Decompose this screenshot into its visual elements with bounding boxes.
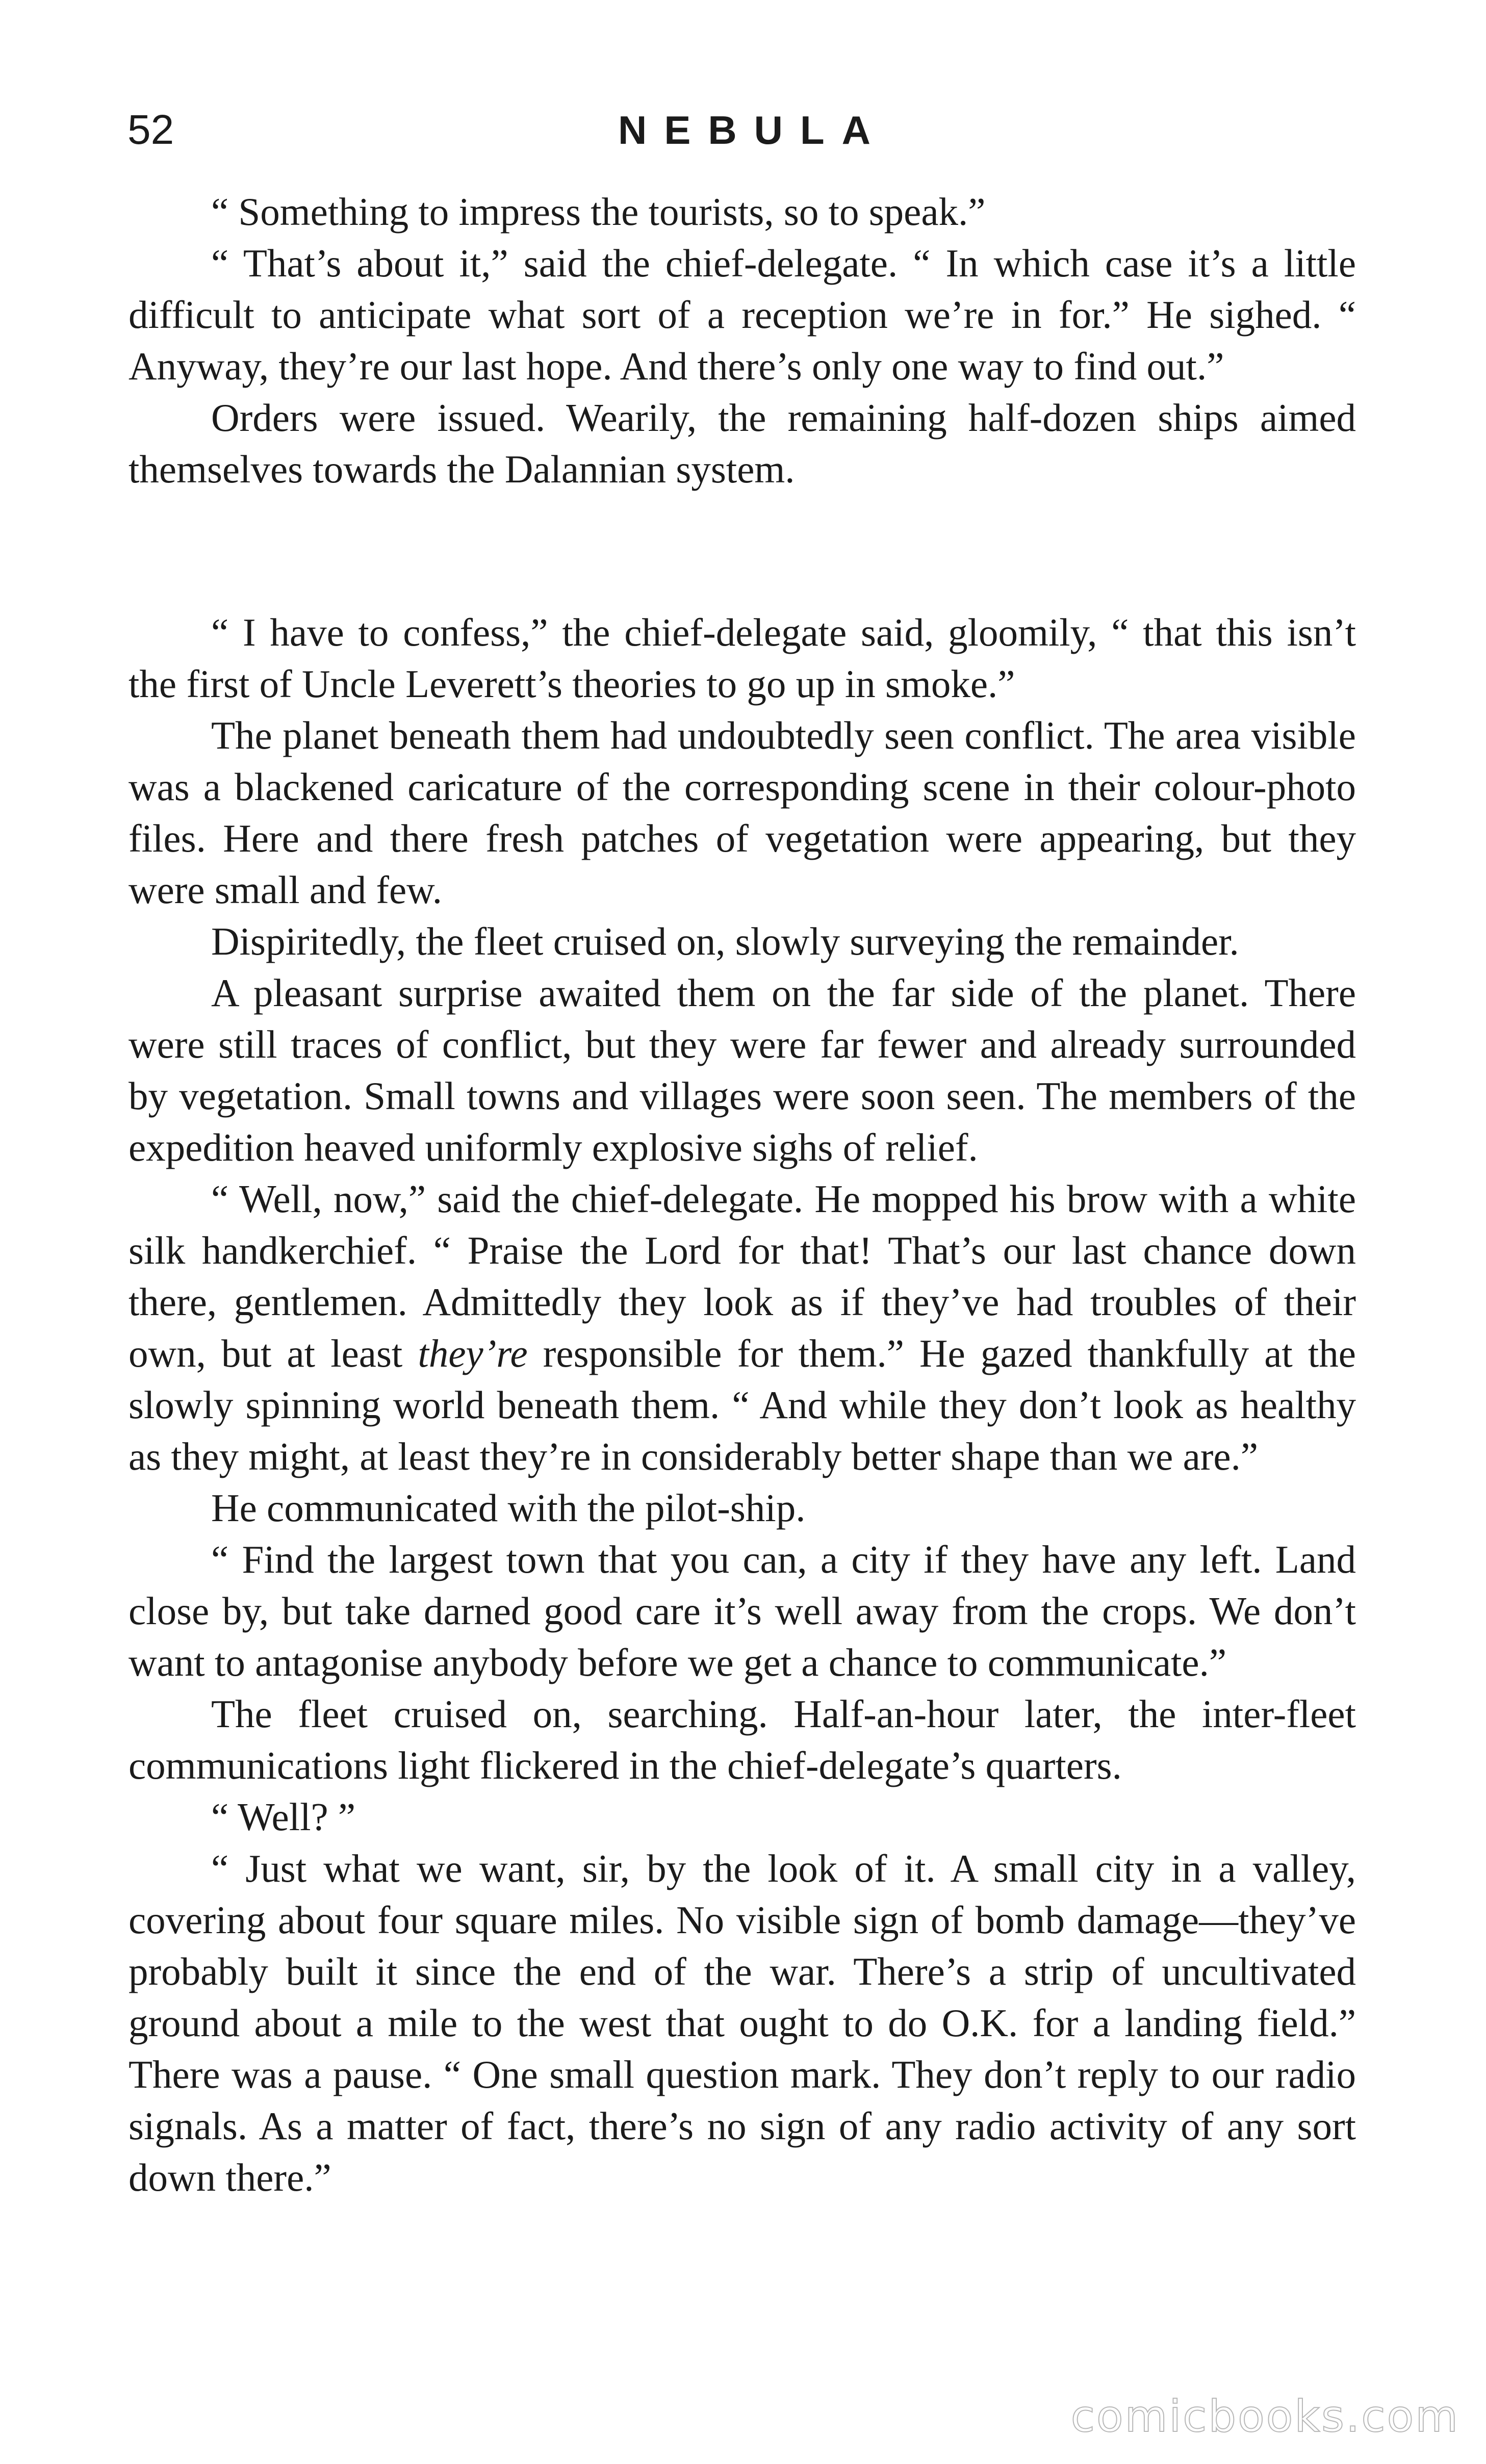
story-paragraph: “ Just what we want, sir, by the look of it. A small city in a valley, covering about four square miles. No visible sign of bomb damage—they’ve probably built it since the end of the war. There’s a strip of uncultivated ground about a mile to the west that ought to do O.K. for a landing field.” There was a pause. “ One small question mark. They don’t reply to our radio signals. As a matter of fact, there’s no sign of any radio activity of any sort down there.” <box>129 1846 1356 2199</box>
story-paragraph: “ Something to impress the tourists, so to speak.” <box>211 190 986 234</box>
story-paragraph-with-emphasis <box>129 1173 1356 1482</box>
page-number: 52 <box>127 107 174 153</box>
story-paragraph: Orders were issued. Wearily, the remaining half-dozen ships aimed themselves towards the Dalannian system. <box>129 396 1356 491</box>
story-paragraph: Dispiritedly, the fleet cruised on, slowly surveying the remainder. <box>211 919 1239 963</box>
running-title: NEBULA <box>618 108 888 152</box>
paragraph-text: “ Well, now,” said the chief-delegate. He mopped his brow with a white silk handkerchief. “ Praise the Lord for that! That’s our last chance down there, gentlemen. Admittedly they look as if they’ve had troubles of their own, but at least <box>129 1177 1356 1375</box>
story-paragraph: “ Well? ” <box>211 1795 356 1839</box>
story-paragraph: The planet beneath them had undoubtedly seen conflict. The area visible was a blackened caricature of the corresponding scene in their colour-photo files. Here and there fresh patches of vegetation were appearing, but they were small and few. <box>129 713 1356 912</box>
page-header <box>127 97 1361 163</box>
paragraph-text: responsible for them.” He gazed thankfully at the slowly spinning world beneath them. “ And while they don’t look as healthy as they might, at least they’re in considerably better shape than we are.” <box>129 1331 1356 1478</box>
italic-emphasis: they’re <box>418 1331 528 1375</box>
story-paragraph: “ I have to confess,” the chief-delegate said, gloomily, “ that this isn’t the first of Uncle Leverett’s theories to go up in smoke.” <box>129 610 1356 706</box>
story-paragraph: The fleet cruised on, searching. Half-an-hour later, the inter-fleet communications light flickered in the chief-delegate’s quarters. <box>129 1692 1356 1787</box>
story-paragraph: A pleasant surprise awaited them on the far side of the planet. There were still traces of conflict, but they were far fewer and already surrounded by vegetation. Small towns and villages were soon seen. The members of the expedition heaved uniformly explosive sighs of relief. <box>129 971 1356 1169</box>
story-section-1 <box>129 186 1356 495</box>
story-paragraph: “ That’s about it,” said the chief-delegate. “ In which case it’s a little difficult to anticipate what sort of a reception we’re in for.” He sighed. “ Anyway, they’re our last hope. And there’s only one way to find out.” <box>129 241 1356 388</box>
story-section-2 <box>129 607 1356 2203</box>
story-paragraph: He communicated with the pilot-ship. <box>211 1486 806 1530</box>
story-paragraph: “ Find the largest town that you can, a city if they have any left. Land close by, but take darned good care it’s well away from the crops. We don’t want to antagonise anybody before we get a chance to communicate.” <box>129 1537 1356 1684</box>
watermark: comicbooks.com <box>1070 2391 1459 2442</box>
